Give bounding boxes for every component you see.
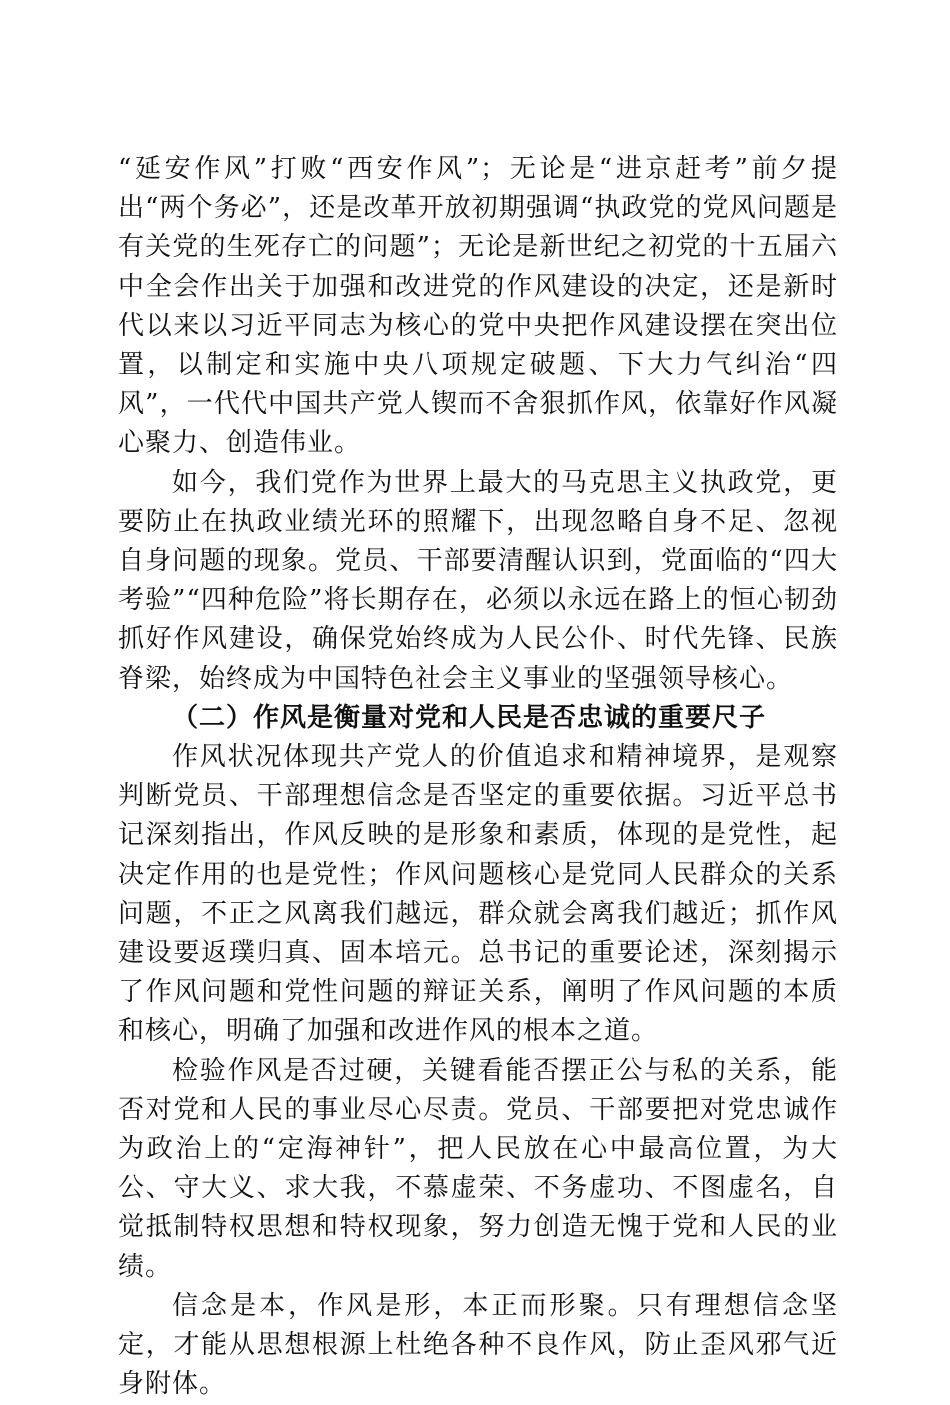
paragraph-continuation: “延安作风”打败“西安作风”；无论是“进京赶考”前夕提出“两个务必”，还是改革开放初期强调“执政党的党风问题是有关党的生死存亡的问题”；无论是新世纪之初党的十五届六中全会作出关于加强和改进党的作风建设的决定，还是新时代以来以习近平同志为核心的党中央把作风建设摆在突出位置，以制定和实施中央八项规定破题、下大力气纠治“四风”，一代代中国共产党人锲而不舍狠抓作风，依靠好作风凝心聚力、创造伟业。 (118, 154, 838, 459)
paragraph: 检验作风是否过硬，关键看能否摆正公与私的关系，能否对党和人民的事业尽心尽责。党员、干部要把对党忠诚作为政治上的“定海神针”，把人民放在心中最高位置，为大公、守大义、求大我，不慕虚荣、不务虚功、不图虚名，自觉抵制特权思想和特权现象，努力创造无愧于党和人民的业绩。 (118, 1055, 838, 1282)
section-heading: （二）作风是衡量对党和人民是否忠诚的重要尺子 (172, 702, 767, 733)
paragraph: 信念是本，作风是形，本正而形聚。只有理想信念坚定，才能从思想根源上杜绝各种不良作风，防止歪风邪气近身附体。 (118, 1290, 838, 1400)
document-page (118, 150, 838, 1405)
paragraph: 如今，我们党作为世界上最大的马克思主义执政党，更要防止在执政业绩光环的照耀下，出现忽略自身不足、忽视自身问题的现象。党员、干部要清醒认识到，党面临的“四大考验”“四种危险”将长期存在，必须以永远在路上的恒心韧劲抓好作风建设，确保党始终成为人民公仆、时代先锋、民族脊梁，始终成为中国特色社会主义事业的坚强领导核心。 (118, 467, 838, 694)
paragraph: 作风状况体现共产党人的价值追求和精神境界，是观察判断党员、干部理想信念是否坚定的重要依据。习近平总书记深刻指出，作风反映的是形象和素质，体现的是党性，起决定作用的也是党性；作风问题核心是党同人民群众的关系问题，不正之风离我们越远，群众就会离我们越近；抓作风建设要返璞归真、固本培元。总书记的重要论述，深刻揭示了作风问题和党性问题的辩证关系，阐明了作风问题的本质和核心，明确了加强和改进作风的根本之道。 (118, 742, 838, 1047)
